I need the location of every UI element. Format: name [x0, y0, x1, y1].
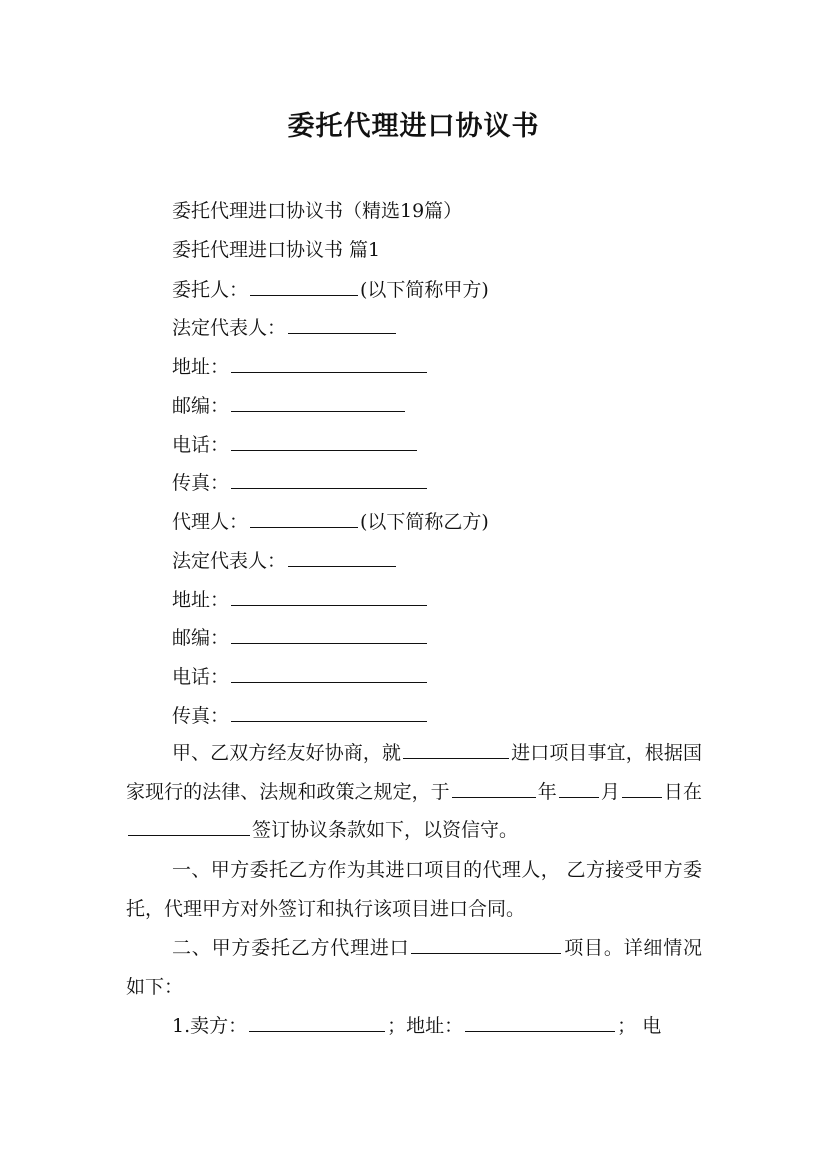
- paragraph-agreement: [126, 734, 702, 850]
- day-blank[interactable]: [622, 779, 662, 798]
- agent-fax-blank[interactable]: [231, 703, 427, 722]
- agent-address-line: [172, 587, 429, 612]
- agent-address-label: 地址：: [172, 589, 230, 611]
- agent-suffix: (以下简称乙方): [360, 511, 489, 533]
- agent-phone-label: 电话：: [172, 666, 230, 688]
- project-blank[interactable]: [403, 740, 509, 759]
- client-label: 委托人：: [172, 279, 249, 301]
- client-rep-label: 法定代表人：: [172, 317, 287, 339]
- year-blank[interactable]: [452, 779, 536, 798]
- paragraph-clause-2: [126, 929, 702, 1006]
- month-blank[interactable]: [559, 779, 599, 798]
- agent-label: 代理人：: [172, 511, 249, 533]
- agent-phone-line: [172, 664, 429, 689]
- client-phone-line: [172, 432, 419, 457]
- client-address-label: 地址：: [172, 356, 230, 378]
- p2-text: 一、甲方委托乙方作为其进口项目的代理人， 乙方接受甲方委托，代理甲方对外签订和执行该项目进口合同。: [126, 859, 702, 920]
- client-fax-label: 传真：: [172, 472, 230, 494]
- p1-text-e: 日在: [663, 780, 702, 803]
- p1-text-c: 年: [537, 780, 557, 803]
- p1-text-a: 甲、乙双方经友好协商，就: [172, 742, 402, 764]
- client-name-blank[interactable]: [250, 277, 358, 296]
- p3-text-a: 二、甲方委托乙方代理进口: [172, 937, 410, 959]
- agent-postcode-blank[interactable]: [231, 625, 427, 644]
- client-suffix: (以下简称甲方): [360, 279, 489, 301]
- agent-rep-label: 法定代表人：: [172, 550, 287, 572]
- client-postcode-blank[interactable]: [231, 393, 405, 412]
- agent-postcode-line: [172, 625, 429, 650]
- client-rep-line: [172, 315, 398, 340]
- p1-text-b: 进口项目事宜，根据国家现行的法律、法规和政策之规定，于: [126, 742, 702, 803]
- client-phone-label: 电话：: [172, 434, 230, 456]
- p3-text-b: 项目。详细情况如下：: [126, 937, 702, 998]
- part-label: 委托代理进口协议书 篇1: [172, 239, 381, 261]
- agent-rep-blank[interactable]: [288, 548, 396, 567]
- subtitle-line: [172, 199, 462, 223]
- agent-address-blank[interactable]: [231, 587, 427, 606]
- agent-rep-line: [172, 548, 398, 573]
- place-blank[interactable]: [128, 817, 250, 836]
- agent-fax-label: 传真：: [172, 705, 230, 727]
- seller-blank[interactable]: [249, 1013, 385, 1032]
- client-address-line: [172, 354, 429, 379]
- paragraph-seller: [126, 1007, 702, 1046]
- client-line: [172, 277, 489, 302]
- agent-postcode-label: 邮编：: [172, 627, 230, 649]
- agent-name-blank[interactable]: [250, 509, 358, 528]
- import-project-blank[interactable]: [411, 935, 561, 954]
- agent-line: [172, 509, 489, 534]
- client-fax-line: [172, 470, 429, 495]
- client-rep-blank[interactable]: [288, 315, 396, 334]
- subtitle: 委托代理进口协议书（精选19篇）: [172, 200, 463, 222]
- part-heading: [172, 238, 380, 262]
- agent-phone-blank[interactable]: [231, 664, 427, 683]
- agent-fax-line: [172, 703, 429, 728]
- document-title: 委托代理进口协议书: [287, 111, 540, 142]
- p4-text-b: ；地址：: [387, 1015, 464, 1037]
- paragraph-clause-1: [126, 851, 702, 928]
- client-postcode-line: [172, 393, 407, 418]
- p4-text-a: 1.卖方：: [172, 1015, 248, 1037]
- p1-text-d: 月: [600, 780, 620, 803]
- client-address-blank[interactable]: [231, 354, 427, 373]
- client-phone-blank[interactable]: [231, 432, 417, 451]
- client-postcode-label: 邮编：: [172, 395, 230, 417]
- client-fax-blank[interactable]: [231, 470, 427, 489]
- seller-address-blank[interactable]: [465, 1013, 615, 1032]
- p4-text-c: ； 电: [617, 1015, 662, 1037]
- p1-text-f: 签订协议条款如下，以资信守。: [252, 819, 519, 841]
